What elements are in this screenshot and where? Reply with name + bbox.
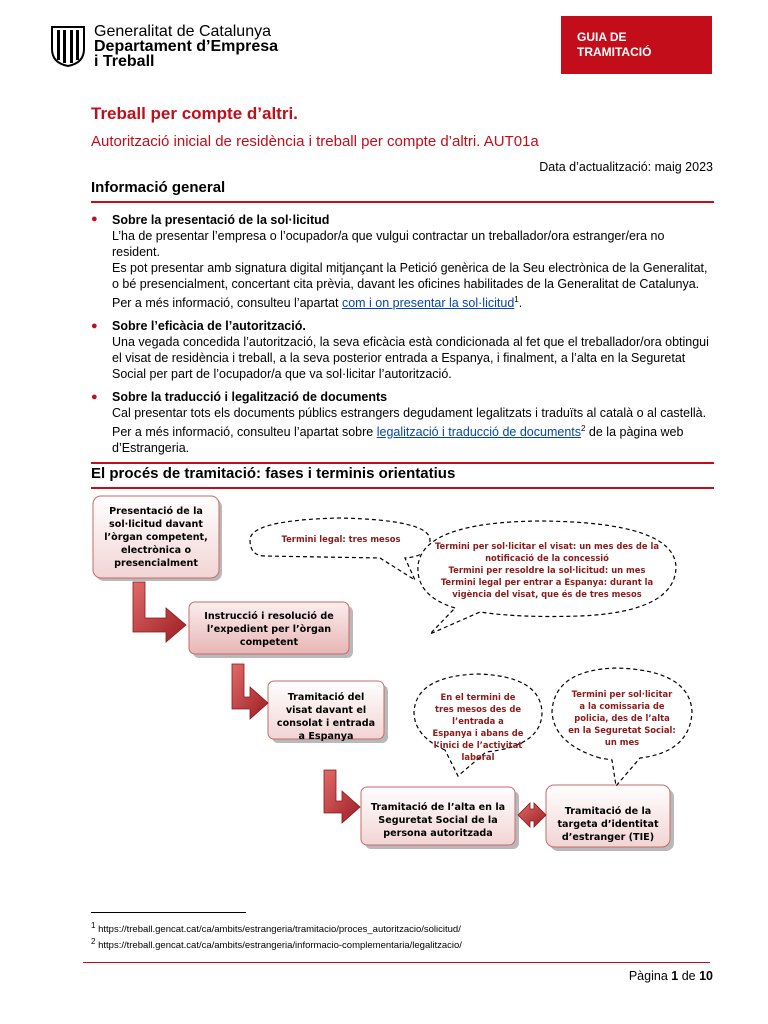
org-line-1: Generalitat de Catalunya xyxy=(94,23,271,40)
item-text: Cal presentar tots els documents públics estrangers degudament legalitzats i traduïts al català o al castellà. Per a més informació, consulteu l’apartat sobre legalització i traducció de documents$^2$ de la pàgina web d’Estrangeria. xyxy=(112,406,707,456)
item-text: Una vegada concedida l’autorització, la seva eficàcia està condicionada al fet que el treballador/ora obtingui el visat de residència i treball, a la seva posterior entrada a Espanya, i finalment, a l’alta en la Seguretat Social per part de l’ocupador/a que va sol·licitar l’autorització. xyxy=(112,335,709,381)
submission-link[interactable]: com i on presentar la sol·licitud xyxy=(341,296,515,311)
page-number: Pàgina 1 de 10 xyxy=(628,969,713,983)
update-date: Data d’actualització: maig 2023 xyxy=(539,160,713,174)
bullet-icon: ● xyxy=(91,213,98,225)
item-text-2: Es pot presentar amb signatura digital mitjançant la Petició genèrica de la Seu electrònica de la Generalitat, o bé presencialment, concertant cita prèvia, davant les oficines habilitades de la Generalitat de Catalunya. Per a més informació, consulteu l’apartat com i on presentar la sol·licitud$^1$. xyxy=(112,261,708,311)
bubble-3-text: En el termini de tres mesos des de l’entrada a Espanya i abans de l’inici de l’activitat laboral xyxy=(432,692,524,762)
bubble-1-text: Termini legal: tres mesos xyxy=(281,534,401,544)
section-divider xyxy=(91,487,714,489)
step-2-text: Instrucció i resolució de l’expedient per l’òrgan competent xyxy=(204,611,334,648)
bubble-2-text: Termini per sol·licitar el visat: un mes des de la notificació de la concessió Termini per resoldre la sol·licitud: un mes Termini legal per entrar a Espanya: durant la vigència del visat, que és de tres mesos xyxy=(434,541,660,599)
item-title: Sobre l’eficàcia de l’autorització. xyxy=(112,319,306,333)
org-line-2: Departament d’Empresa xyxy=(94,38,279,55)
section-divider xyxy=(91,462,714,464)
process-heading: El procés de tramitació: fases i terminis orientatius xyxy=(91,465,456,482)
footnote-2-url: https://treball.gencat.cat/ca/ambits/estrangeria/informacio-complementaria/legalitzacio/ xyxy=(98,940,462,952)
list-item xyxy=(112,212,712,311)
generalitat-logo-icon xyxy=(50,25,86,67)
organization-name xyxy=(94,24,278,69)
guide-badge xyxy=(561,16,712,74)
footnote-1: $^1$ https://treball.gencat.cat/ca/ambits/estrangeria/tramitacio/proces_autoritzacio/solicitud/ xyxy=(91,921,461,936)
page-title: Treball per compte d’altri. xyxy=(91,104,298,123)
badge-line-2: TRAMITACIÓ xyxy=(577,45,652,59)
footer-rule xyxy=(83,962,710,963)
item-text: L’ha de presentar l’empresa o l’ocupador/a que vulgui contractar un treballador/ora estranger/era no resident. xyxy=(112,229,665,259)
list-item xyxy=(112,318,712,382)
section-divider xyxy=(91,201,714,203)
speech-bubble-1 xyxy=(250,518,430,580)
item-title: Sobre la traducció i legalització de documents xyxy=(112,390,388,404)
footnote-ref: 1 xyxy=(514,295,519,304)
page-subtitle: Autorització inicial de residència i treball per compte d’altri. AUT01a xyxy=(91,133,539,150)
step-3-text: Tramitació del visat davant el consolat i entrada a Espanya xyxy=(276,692,376,742)
item-title: Sobre la presentació de la sol·licitud xyxy=(112,213,330,227)
footnote-2: $^2$ https://treball.gencat.cat/ca/ambits/estrangeria/informacio-complementaria/legalitzacio/ xyxy=(91,937,462,952)
badge-line-1: GUIA DE xyxy=(577,30,627,44)
bent-arrow-icon xyxy=(133,582,186,642)
org-line-3: i Treball xyxy=(94,53,155,70)
list-item xyxy=(112,389,712,456)
bubble-4-text: Termini per sol·licitar a la comissaria de policia, des de l’alta en la Seguretat Social: un mes xyxy=(568,689,676,747)
footnote-ref: 2 xyxy=(581,424,586,433)
bent-arrow-icon xyxy=(324,770,360,823)
general-info-heading: Informació general xyxy=(91,179,226,196)
double-arrow-icon xyxy=(518,803,546,827)
legalization-link[interactable]: legalització i traducció de documents xyxy=(376,425,581,440)
footnote-1-url: https://treball.gencat.cat/ca/ambits/estrangeria/tramitacio/proces_autoritzacio/solicitud/ xyxy=(98,924,461,936)
step-1-text: Presentació de la sol·licitud davant l’òrgan competent, electrònica o presencialment xyxy=(104,506,208,569)
step-5-text: Tramitació de la targeta d’identitat d’estranger (TIE) xyxy=(557,806,659,843)
footnote-separator xyxy=(91,912,246,913)
step-4-text: Tramitació de l’alta en la Seguretat Social de la persona autoritzada xyxy=(370,802,506,839)
bent-arrow-icon xyxy=(232,664,268,719)
bullet-icon: ● xyxy=(91,320,98,332)
bullet-icon: ● xyxy=(91,391,98,403)
